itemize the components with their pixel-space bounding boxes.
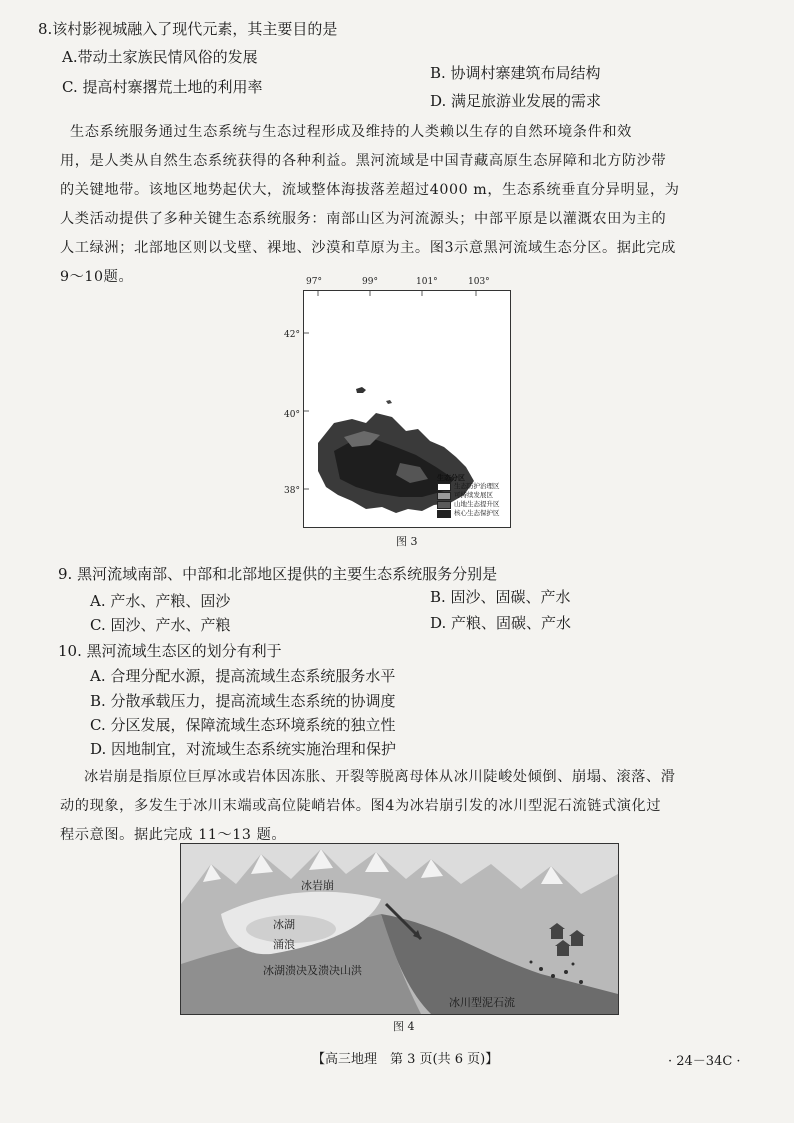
legend-swatch xyxy=(437,483,451,491)
passage-line: 人类活动提供了多种关键生态系统服务：南部山区为河流源头；中部平原是以灌溉农田为主的 xyxy=(60,211,667,227)
exam-code: · 24－34C · xyxy=(668,1054,741,1069)
passage-line: 程示意图。据此完成 11～13 题。 xyxy=(60,827,287,843)
lon-label: 99° xyxy=(362,277,378,287)
passage-line: 9～10题。 xyxy=(60,269,134,285)
passage-line: 的关键地带。该地区地势起伏大，流域整体海拔落差超过4000 m，生态系统垂直分异明显，为 xyxy=(60,182,680,198)
q8-option-d: D. 满足旅游业发展的需求 xyxy=(430,92,602,110)
label-glacial-lake: 冰湖 xyxy=(273,918,295,931)
lon-label: 101° xyxy=(416,277,438,287)
q10-option-a: A. 合理分配水源，提高流域生态系统服务水平 xyxy=(90,667,396,685)
q10-stem: 10. 黑河流域生态区的划分有利于 xyxy=(58,642,282,660)
q8-option-b: B. 协调村寨建筑布局结构 xyxy=(430,64,601,82)
q10-option-c: C. 分区发展，保障流域生态环境系统的独立性 xyxy=(90,716,396,734)
legend-swatch xyxy=(437,492,451,500)
passage-heihe xyxy=(60,118,750,292)
legend-item xyxy=(437,482,500,491)
legend-item xyxy=(437,491,500,500)
q8-option-a: A.带动土家族民情风俗的发展 xyxy=(62,48,258,66)
legend-swatch xyxy=(437,510,451,518)
legend-item xyxy=(437,500,500,509)
lat-label: 38° xyxy=(284,486,300,496)
passage-line: 人工绿洲；北部地区则以戈壁、裸地、沙漠和草原为主。图3示意黑河流域生态分区。据此完成 xyxy=(60,240,676,256)
debris-flow-graphic xyxy=(181,844,618,1014)
figure4-caption: 图 4 xyxy=(393,1020,415,1033)
q9-option-b: B. 固沙、固碳、产水 xyxy=(430,588,571,606)
q8-option-c: C. 提高村寨撂荒土地的利用率 xyxy=(62,78,263,96)
q8-stem: 8.该村影视城融入了现代元素，其主要目的是 xyxy=(38,20,338,38)
debris-flow-diagram xyxy=(180,843,619,1015)
label-lake-outburst-flood: 冰湖溃决及溃决山洪 xyxy=(263,964,362,977)
lon-label: 97° xyxy=(306,277,322,287)
q9-option-d: D. 产粮、固碳、产水 xyxy=(430,614,572,632)
heihe-ecozone-map xyxy=(303,290,511,528)
q9-option-c: C. 固沙、产水、产粮 xyxy=(90,616,231,634)
lat-label: 42° xyxy=(284,330,300,340)
lat-label: 40° xyxy=(284,410,300,420)
q10-option-b: B. 分散承载压力，提高流域生态系统的协调度 xyxy=(90,692,396,710)
passage-line: 用，是人类从自然生态系统获得的各种利益。黑河流域是中国青藏高原生态屏障和北方防沙带 xyxy=(60,153,667,169)
passage-line: 生态系统服务通过生态系统与生态过程形成及维持的人类赖以生存的自然环境条件和效 xyxy=(70,124,632,140)
label-surge-wave: 涌浪 xyxy=(273,938,295,951)
legend-title: 生态分区 xyxy=(437,473,465,482)
legend-label: 山地生态提升区 xyxy=(454,500,500,508)
q9-option-a: A. 产水、产粮、固沙 xyxy=(90,592,231,610)
q10-option-d: D. 因地制宜，对流域生态系统实施治理和保护 xyxy=(90,740,397,758)
q9-stem: 9. 黑河流域南部、中部和北部地区提供的主要生态系统服务分别是 xyxy=(58,565,498,583)
passage-line: 冰岩崩是指原位巨厚冰或岩体因冻胀、开裂等脱离母体从冰川陡峻处倾倒、崩塌、滚落、滑 xyxy=(84,769,676,785)
legend-label: 生态防护治理区 xyxy=(454,482,500,490)
passage-ice-rock-avalanche xyxy=(60,763,750,850)
label-glacial-debris-flow: 冰川型泥石流 xyxy=(449,996,515,1009)
page-footer: 【高三地理 第 3 页(共 6 页)】 xyxy=(312,1052,499,1067)
lon-label: 103° xyxy=(468,277,490,287)
label-ice-rock-avalanche: 冰岩崩 xyxy=(301,879,334,892)
passage-line: 动的现象，多发生于冰川末端或高位陡峭岩体。图4为冰岩崩引发的冰川型泥石流链式演化过 xyxy=(60,798,662,814)
figure3-caption: 图 3 xyxy=(396,535,418,548)
legend-label: 可持续发展区 xyxy=(454,491,493,499)
legend-item xyxy=(437,509,500,518)
legend-label: 核心生态保护区 xyxy=(454,509,500,517)
legend-swatch xyxy=(437,501,451,509)
map-legend xyxy=(437,473,500,518)
